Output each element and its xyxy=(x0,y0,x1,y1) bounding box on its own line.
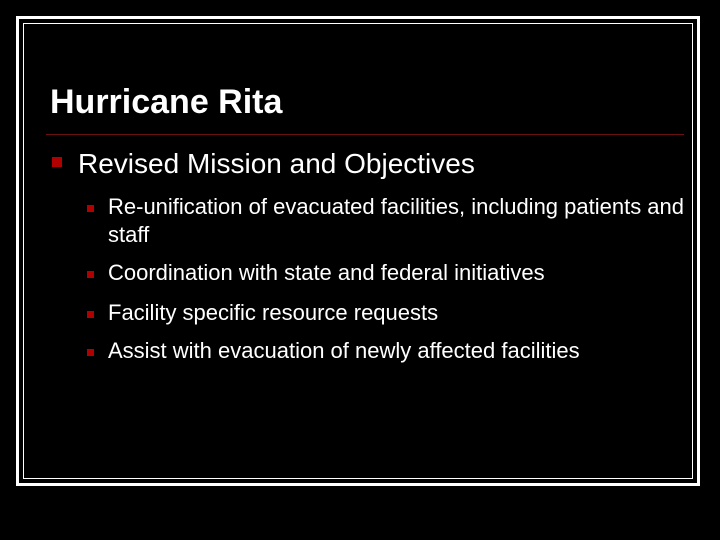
sub-bullet-text: Re-unification of evacuated facilities, including patients and staff xyxy=(108,194,685,247)
square-bullet-icon xyxy=(87,349,94,356)
square-bullet-icon xyxy=(87,205,94,212)
slide-title: Hurricane Rita xyxy=(50,83,283,121)
sub-bullet-text: Assist with evacuation of newly affected facilities xyxy=(108,338,580,363)
square-bullet-icon xyxy=(87,271,94,278)
square-bullet-icon xyxy=(87,311,94,318)
square-bullet-icon xyxy=(52,157,62,167)
title-divider xyxy=(46,134,684,135)
sub-bullet-text: Coordination with state and federal initiatives xyxy=(108,260,545,285)
sub-bullet-text: Facility specific resource requests xyxy=(108,300,439,325)
main-bullet-text: Revised Mission and Objectives xyxy=(78,148,475,179)
